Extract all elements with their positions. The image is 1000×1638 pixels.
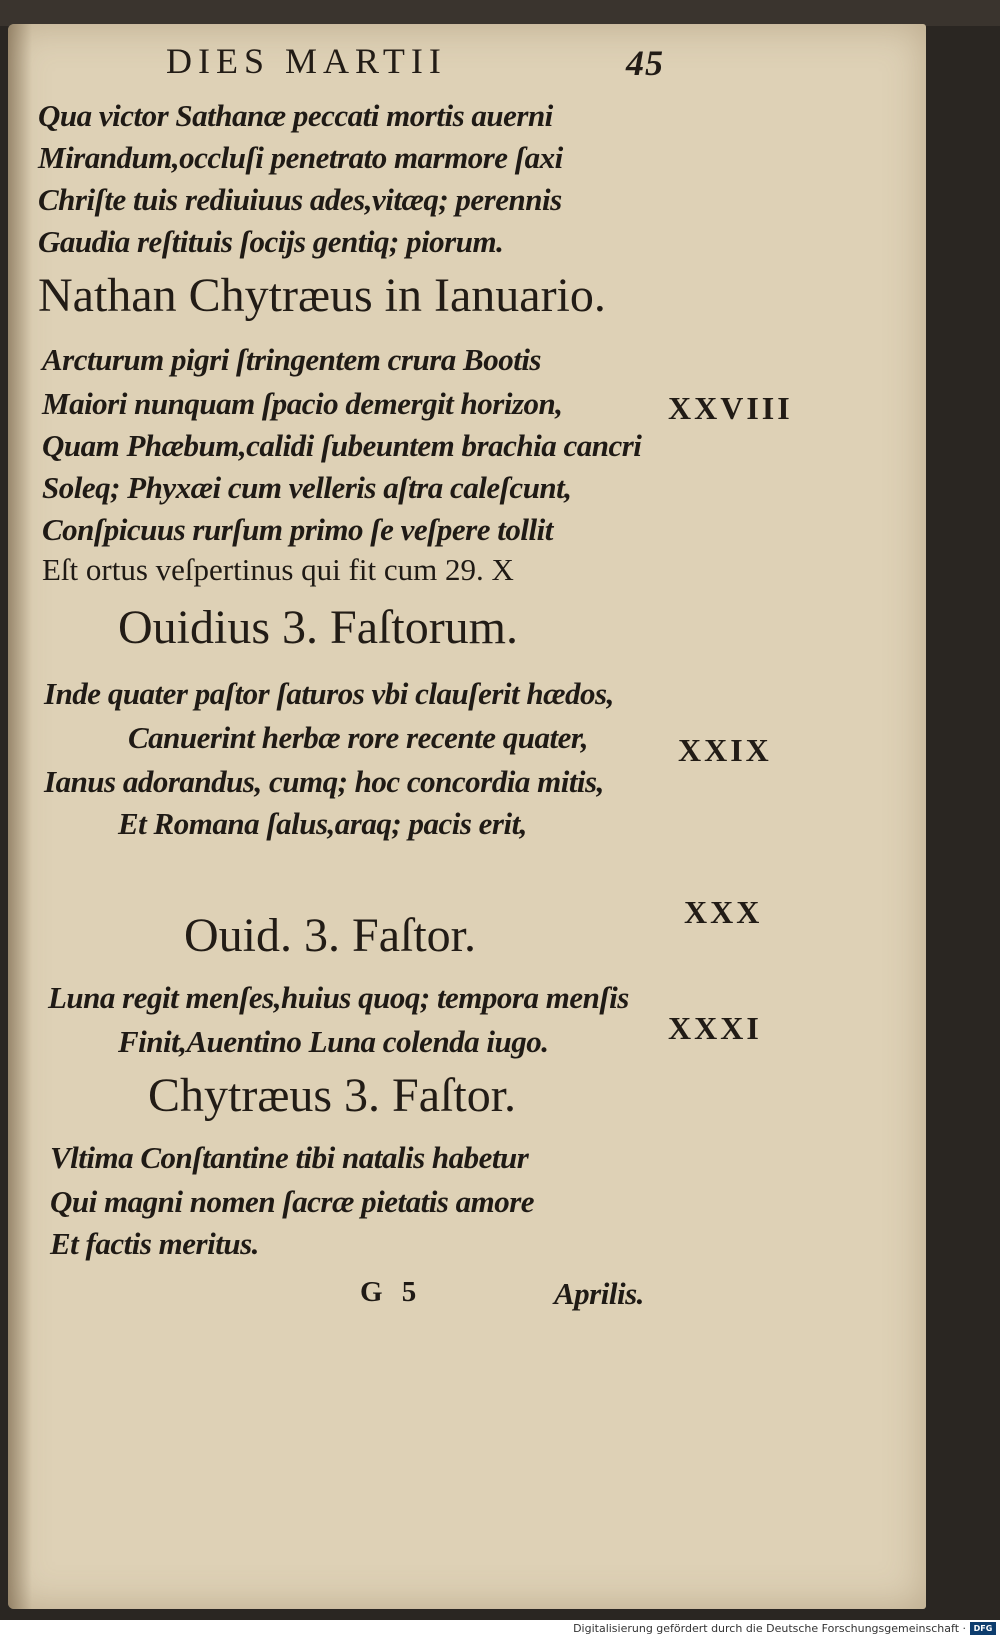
- verse-line: Finit,Auentino Luna colenda iugo.: [118, 1024, 549, 1059]
- footer-bar: [0, 1620, 1000, 1638]
- verse-line: Luna regit menſes,huius quoq; tempora menſis: [48, 980, 629, 1015]
- verse-line: Ianus adorandus, cumq; hoc concordia mitis,: [44, 764, 604, 799]
- catchword: Aprilis.: [554, 1276, 644, 1311]
- verse-line: Et factis meritus.: [50, 1226, 259, 1261]
- verse-line: Quam Phæbum,calidi ſubeuntem brachia cancri: [42, 428, 642, 463]
- previous-leaf-edge: [0, 0, 1000, 26]
- signature-mark: G 5: [360, 1276, 423, 1308]
- verse-line: Maiori nunquam ſpacio demergit horizon,: [42, 386, 563, 421]
- verse-line: Eſt ortus veſpertinus qui fit cum 29. X: [42, 552, 514, 587]
- book-page: [8, 24, 926, 1609]
- verse-line: Et Romana ſalus,araq; pacis erit,: [118, 806, 527, 841]
- section-heading: Ouid. 3. Faſtor.: [184, 909, 477, 962]
- running-head: DIES MARTII: [166, 41, 447, 81]
- verse-line: Qua victor Sathanæ peccati mortis auerni: [38, 98, 553, 133]
- verse-line: Canuerint herbæ rore recente quater,: [128, 720, 588, 755]
- section-heading: Nathan Chytræus in Ianuario.: [38, 269, 606, 322]
- verse-line: Vltima Conſtantine tibi natalis habetur: [50, 1140, 529, 1175]
- dfg-logo-icon: DFG: [970, 1622, 996, 1635]
- verse-line: Qui magni nomen ſacræ pietatis amore: [50, 1184, 535, 1219]
- verse-line: Soleq; Phyxæi cum velleris aſtra caleſcunt,: [42, 470, 572, 505]
- day-numeral: XXIX: [678, 732, 772, 768]
- page-number: 45: [626, 43, 664, 83]
- day-numeral: XXVIII: [668, 390, 793, 426]
- verse-line: Inde quater paſtor ſaturos vbi clauſerit hædos,: [44, 676, 614, 711]
- day-numeral: XXXI: [668, 1010, 762, 1046]
- section-heading: Ouidius 3. Faſtorum.: [118, 601, 519, 654]
- verse-line: Mirandum,occluſi penetrato marmore ſaxi: [38, 140, 563, 175]
- day-numeral: XXX: [684, 894, 763, 930]
- verse-line: Conſpicuus rurſum primo ſe veſpere tollit: [42, 512, 553, 547]
- verse-line: Chriſte tuis rediuiuus ades,vitæq; perennis: [38, 182, 562, 217]
- verse-line: Arcturum pigri ſtringentem crura Bootis: [42, 342, 541, 377]
- section-heading: Chytræus 3. Faſtor.: [148, 1069, 517, 1122]
- verse-line: Gaudia reſtituis ſocijs gentiq; piorum.: [38, 224, 504, 259]
- digitization-credit: Digitalisierung gefördert durch die Deutsche Forschungsgemeinschaft ·: [573, 1622, 966, 1635]
